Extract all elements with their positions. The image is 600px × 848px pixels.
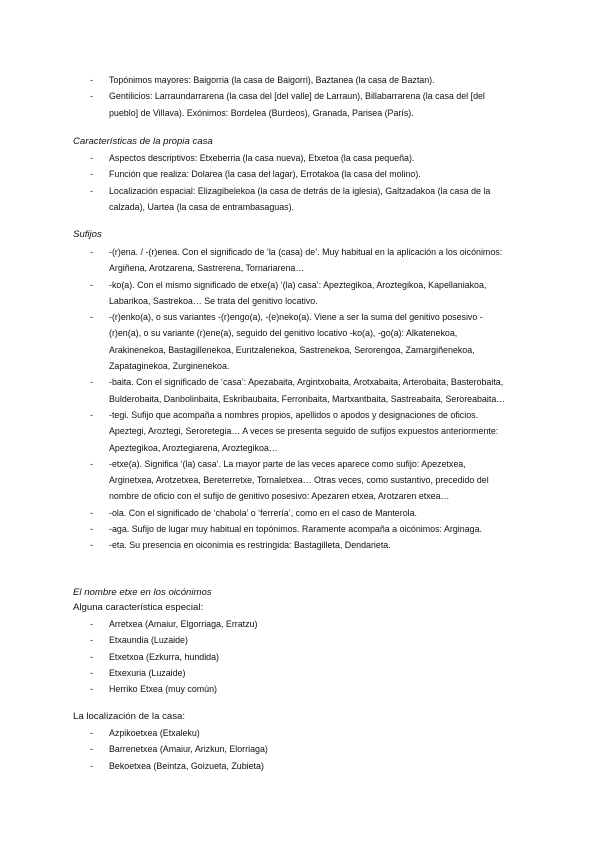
list-item: - Función que realiza: Dolarea (la casa del lagar), Errotakoa (la casa del molino).: [0, 166, 600, 182]
localizacion-section: [0, 725, 600, 774]
section-heading-localizacion: La localización de la casa:: [73, 711, 185, 722]
caracteristicas-section: [0, 150, 600, 215]
list-item: - Etxexuria (Luzaide): [0, 665, 600, 681]
list-item: - -etxe(a). Significa ‘(la) casa’. La mayor parte de las veces aparece como sufijo: Apezetxea, Arginetxea, Arotzetxea, Bereterretxe, Tornaletxea… Otras veces, como sustantivo, precedido del nombre de oficio con el sufijo de genitivo posesivo: Apezaren etxea, Arotzaren etxea…: [0, 456, 600, 505]
list-item: - -(r)ena. / -(r)enea. Con el significado de ‘la (casa) de’. Muy habitual en la aplicación a los oicónimos: Argiñena, Arotzarena, Sastrerena, Tornariarena…: [0, 244, 600, 277]
list-item: - -baita. Con el significado de ‘casa’: Apezabaita, Argintxobaita, Arotxabaita, Arterobaita, Basterobaita, Bulderobaita, Danbolinbaita, Eskribaubaita, Ferronbaita, Martxantbaita, Sastreabaita, Seroreabaita…: [0, 374, 600, 407]
section-heading-etxe: El nombre etxe en los oicónimos: [73, 587, 212, 598]
list-item: - Herriko Etxea (muy común): [0, 681, 600, 697]
list-item: - Gentilicios: Larraundarrarena (la casa del [del valle] de Larraun), Billabarrarena (la casa del [del pueblo] de Villava). Exónimos: Bordelea (Burdeos), Granada, Parisea (París).: [0, 88, 600, 121]
section-heading-sufijos: Sufijos: [73, 229, 102, 240]
list-item: - Aspectos descriptivos: Etxeberria (la casa nueva), Etxetoa (la casa pequeña).: [0, 150, 600, 166]
etxe-list: [0, 616, 600, 697]
list-item: - -aga. Sufijo de lugar muy habitual en topónimos. Raramente acompaña a oicónimos: Arginaga.: [0, 521, 600, 537]
list-item: - -tegi. Sufijo que acompaña a nombres propios, apellidos o apodos y designaciones de oficios. Apeztegi, Aroztegi, Seroretegia… A veces se presenta seguido de sufijos expuestos anteriormente: Apeztegikoa, Aroztegiarena, Aroztegikoa…: [0, 407, 600, 456]
caracteristicas-list: [0, 150, 600, 215]
list-item: - -ola. Con el significado de ‘chabola’ o ‘ferrería’, como en el caso de Manterola.: [0, 505, 600, 521]
list-item: - Etxetxoa (Ezkurra, hundida): [0, 649, 600, 665]
intro-list: [0, 72, 600, 121]
intro-section: [0, 72, 600, 121]
list-item: - Arretxea (Amaiur, Elgorriaga, Erratzu): [0, 616, 600, 632]
list-item: - Azpikoetxea (Etxaleku): [0, 725, 600, 741]
section-heading-caracteristicas: Características de la propia casa: [73, 136, 213, 147]
list-item: - -eta. Su presencia en oiconimia es restringida: Bastagilleta, Dendarieta.: [0, 537, 600, 553]
sufijos-list: [0, 244, 600, 554]
list-item: - -(r)enko(a), o sus variantes -(r)engo(a), -(e)neko(a). Viene a ser la suma del genitivo posesivo -(r)en(a), o su variante (r)ene(a), seguido del genitivo locativo -ko(a), -go(a): Alkatenekoa, Arakinenekoa, Bastagillenekoa, Euntzalenekoa, Sastrenekoa, Serorengoa, Zamargiñenekoa, Zapataginekoa, Zurginenekoa.: [0, 309, 600, 374]
list-item: - -ko(a). Con el mismo significado de etxe(a) ‘(la) casa’: Apeztegikoa, Aroztegikoa, Kapellaniakoa, Labarikoa, Sastrekoa… Se trata del genitivo locativo.: [0, 277, 600, 310]
subheading-caracteristica: Alguna característica especial:: [73, 602, 204, 613]
list-item: - Barrenetxea (Amaiur, Arizkun, Elorriaga): [0, 741, 600, 757]
list-item: - Etxaundia (Luzaide): [0, 632, 600, 648]
etxe-section: [0, 616, 600, 697]
sufijos-section: [0, 244, 600, 554]
localizacion-list: [0, 725, 600, 774]
list-item: - Bekoetxea (Beintza, Goizueta, Zubieta): [0, 758, 600, 774]
list-item: - Topónimos mayores: Baigorria (la casa de Baigorri), Baztanea (la casa de Baztan).: [0, 72, 600, 88]
list-item: - Localización espacial: Elizagibelekoa (la casa de detrás de la iglesia), Galtzadakoa (la casa de la calzada), Uartea (la casa de entrambasaguas).: [0, 183, 600, 216]
